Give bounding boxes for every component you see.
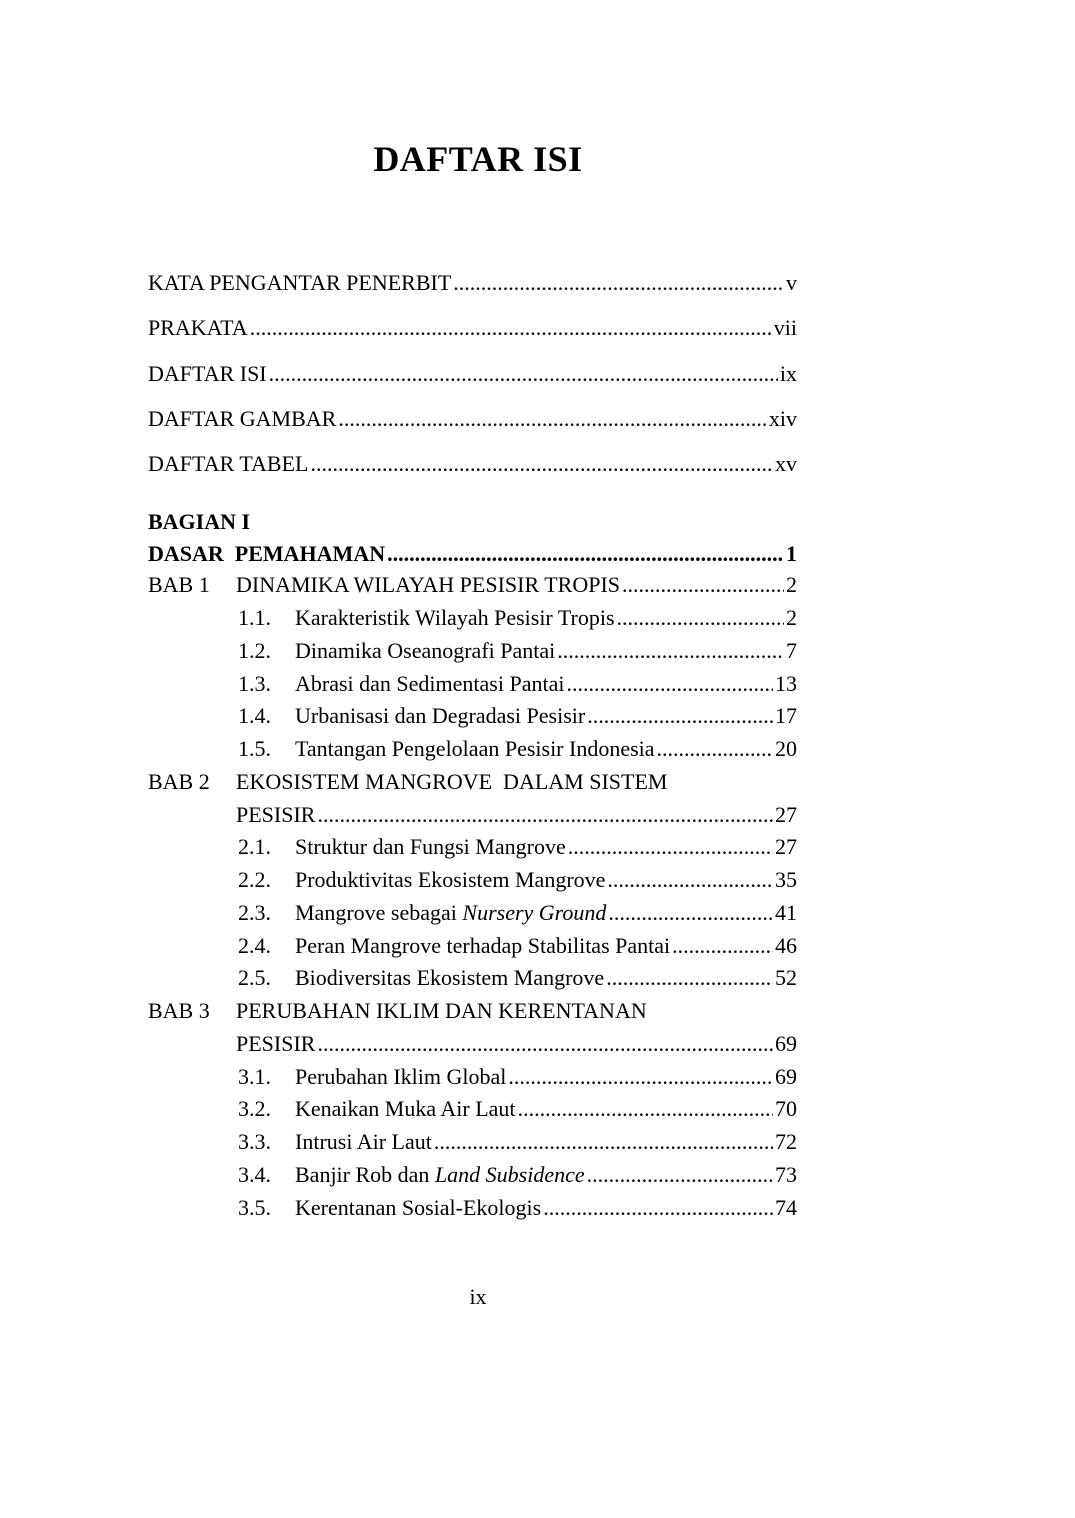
toc-page-number: 69 [775,1064,797,1089]
toc-page-number: 17 [775,703,797,728]
toc-entry-label [295,898,606,928]
toc-entry-label: Tantangan Pengelolaan Pesisir Indonesia [295,736,655,761]
chapter-number: BAB 1 [148,572,210,597]
toc-entry-label: PRAKATA [148,315,248,340]
leader-dots [387,539,784,569]
toc-entry-label: DASAR PEMAHAMAN [148,541,386,566]
page-number-footer: ix [469,1284,487,1309]
leader-dots [453,268,784,298]
section-number: 2.2. [238,867,271,892]
toc-entry-label: Kerentanan Sosial-Ekologis [295,1195,542,1220]
toc-page-number: 20 [775,736,797,761]
leader-dots [310,449,773,479]
toc-entry-section[interactable] [295,669,797,699]
toc-entry-label-text: Mangrove sebagai [295,900,463,925]
toc-page-number: 73 [775,1162,797,1187]
toc-page-number: xiv [768,406,797,431]
toc-page-number: 7 [786,638,797,663]
chapter-number: BAB 3 [148,998,210,1023]
toc-entry-label: DAFTAR ISI [148,361,267,386]
toc-entry-daftar-tabel[interactable] [148,449,797,479]
toc-entry-part-title[interactable] [148,539,797,569]
toc-page-number: 41 [775,900,797,925]
leader-dots [566,669,773,699]
toc-entry-label: PESISIR [236,802,316,827]
leader-dots [587,1160,773,1190]
toc-entry-label: Peran Mangrove terhadap Stabilitas Pantai [295,933,671,958]
toc-entry-label: Produktivitas Ekosistem Mangrove [295,867,606,892]
leader-dots [568,832,773,862]
chapter-title-line: EKOSISTEM MANGROVE DALAM SISTEM [236,769,668,794]
section-number: 1.1. [238,605,271,630]
leader-dots [518,1094,773,1124]
leader-dots [608,898,773,928]
chapter-title-line: PERUBAHAN IKLIM DAN KERENTANAN [236,998,647,1023]
toc-entry-chapter-2[interactable] [236,800,797,830]
toc-entry-label: Perubahan Iklim Global [295,1064,507,1089]
leader-dots [606,963,773,993]
toc-entry-label: Intrusi Air Laut [295,1129,432,1154]
toc-page-number: vii [773,315,797,340]
toc-entry-label: Karakteristik Wilayah Pesisir Tropis [295,605,615,630]
toc-entry-label [295,1160,585,1190]
chapter-number: BAB 2 [148,769,210,794]
leader-dots [607,865,773,895]
toc-entry-label: Struktur dan Fungsi Mangrove [295,834,566,859]
toc-entry-section[interactable] [295,963,797,993]
toc-entry-daftar-gambar[interactable] [148,404,797,434]
toc-page-number: 1 [786,541,797,566]
toc-page-number: 46 [775,933,797,958]
toc-page-number: 27 [775,834,797,859]
toc-entry-section[interactable] [295,832,797,862]
toc-entry-kata-pengantar[interactable] [148,268,797,298]
toc-entry-chapter-1[interactable] [236,570,797,600]
toc-entry-section[interactable] [295,636,797,666]
toc-page-number: 69 [775,1031,797,1056]
leader-dots [622,570,784,600]
toc-entry-section[interactable] [295,701,797,731]
toc-page-number: 52 [775,965,797,990]
section-number: 3.2. [238,1096,271,1121]
toc-entry-label: Urbanisasi dan Degradasi Pesisir [295,703,586,728]
leader-dots [657,734,773,764]
toc-entry-label-italic: Nursery Ground [462,900,607,925]
section-number: 3.4. [238,1162,271,1187]
section-number: 1.5. [238,736,271,761]
toc-page-number: 2 [786,572,797,597]
section-number: 3.5. [238,1195,271,1220]
toc-entry-section[interactable] [295,1193,797,1223]
leader-dots [557,636,784,666]
toc-entry-label: Dinamika Oseanografi Pantai [295,638,556,663]
section-number: 2.5. [238,965,271,990]
toc-entry-daftar-isi[interactable] [148,359,797,389]
toc-entry-label: Abrasi dan Sedimentasi Pantai [295,671,565,696]
toc-entry-section[interactable] [295,1062,797,1092]
leader-dots [617,603,784,633]
toc-page-number: 13 [775,671,797,696]
toc-entry-label: DINAMIKA WILAYAH PESISIR TROPIS [236,572,621,597]
toc-page-number: 35 [775,867,797,892]
leader-dots [317,1029,773,1059]
leader-dots [587,701,773,731]
toc-entry-label-text: Banjir Rob dan [295,1162,435,1187]
toc-entry-section[interactable] [295,734,797,764]
toc-page-number: 74 [775,1195,797,1220]
toc-entry-section[interactable] [295,865,797,895]
section-number: 3.1. [238,1064,271,1089]
toc-entry-prakata[interactable] [148,313,797,343]
section-number: 1.3. [238,671,271,696]
toc-entry-section[interactable] [295,1160,797,1190]
section-number: 2.3. [238,900,271,925]
toc-page-number: 27 [775,802,797,827]
section-number: 1.2. [238,638,271,663]
toc-entry-section[interactable] [295,603,797,633]
toc-page-number: 2 [786,605,797,630]
leader-dots [543,1193,773,1223]
toc-page-number: ix [779,361,797,386]
part-label: BAGIAN I [148,509,251,534]
toc-page-number: 70 [775,1096,797,1121]
toc-page-number: xv [775,451,797,476]
toc-entry-label: Kenaikan Muka Air Laut [295,1096,516,1121]
section-number: 2.1. [238,834,271,859]
toc-entry-label: DAFTAR GAMBAR [148,406,337,431]
section-number: 3.3. [238,1129,271,1154]
toc-entry-label: PESISIR [236,1031,316,1056]
leader-dots [250,313,772,343]
page-title: DAFTAR ISI [373,139,583,179]
leader-dots [269,359,778,389]
leader-dots [508,1062,773,1092]
toc-entry-section[interactable] [295,931,797,961]
toc-entry-label: KATA PENGANTAR PENERBIT [148,270,452,295]
leader-dots [317,800,773,830]
toc-entry-section[interactable] [295,898,797,928]
toc-entry-section[interactable] [295,1094,797,1124]
toc-entry-label: Biodiversitas Ekosistem Mangrove [295,965,605,990]
toc-page-number: 72 [775,1129,797,1154]
toc-entry-label: DAFTAR TABEL [148,451,309,476]
leader-dots [672,931,773,961]
toc-entry-label-italic: Land Subsidence [434,1162,585,1187]
leader-dots [338,404,767,434]
toc-entry-chapter-3[interactable] [236,1029,797,1059]
section-number: 1.4. [238,703,271,728]
leader-dots [434,1127,773,1157]
toc-page-number: v [786,270,797,295]
section-number: 2.4. [238,933,271,958]
toc-entry-section[interactable] [295,1127,797,1157]
